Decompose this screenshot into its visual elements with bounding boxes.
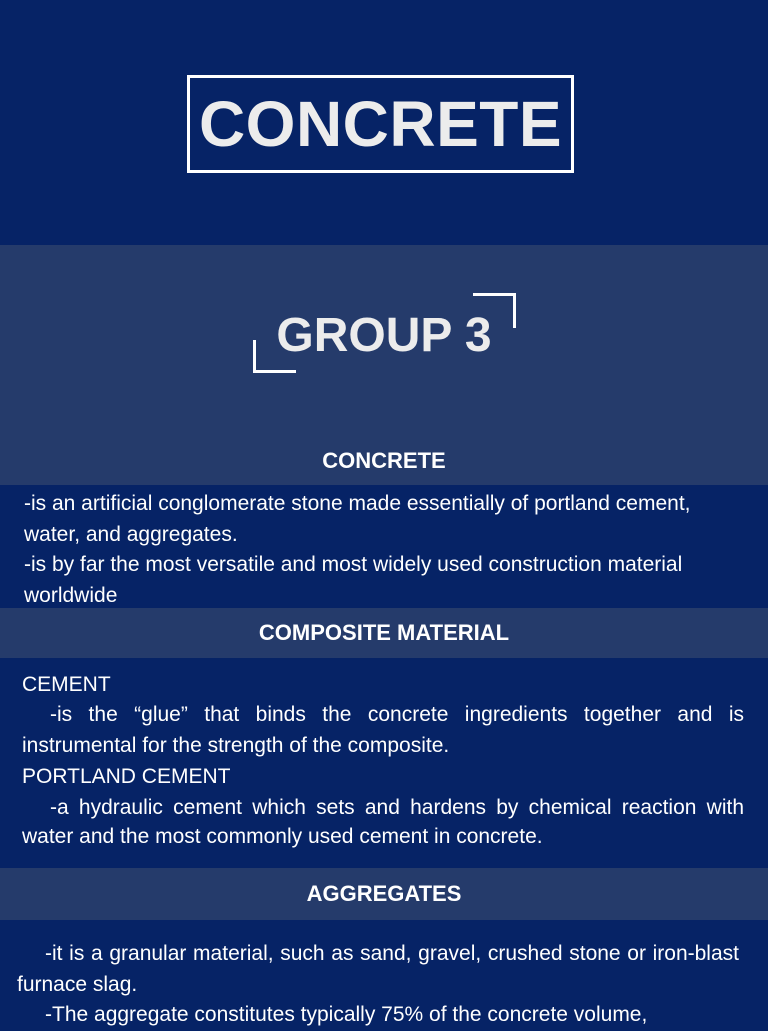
section-heading-aggregates: AGGREGATES [306,881,462,906]
portland-cement-body-text: -a hydraulic cement which sets and hardens by chemical reaction with water and the most commonly used cement in concrete. [22,796,744,848]
concrete-line-2: -is by far the most versatile and most widely used construction material worldwide [24,553,683,607]
cement-label: CEMENT [22,673,111,696]
title-box [187,75,574,173]
concrete-line-1: -is an artificial conglomerate stone made essentially of portland cement, water, and aggregates. [24,492,691,546]
page-title: CONCRETE [198,88,563,160]
aggregates-line-2-text: -The aggregate constitutes typically 75% of the concrete volume, [45,1003,648,1026]
section-heading-composite: COMPOSITE MATERIAL [258,620,510,645]
cement-body-text: -is the “glue” that binds the concrete ingredients together and is instrumental for the strength of the composite. [22,703,744,757]
aggregates-body [17,939,739,1031]
aggregates-line-1 [17,939,739,1000]
section-heading-concrete: CONCRETE [322,448,446,473]
concrete-definition [24,489,744,611]
portland-cement-body [22,793,744,851]
aggregates-line-1-text: -it is a granular material, such as sand, gravel, crushed stone or iron-blast furnace slag. [17,942,739,996]
portland-cement-label: PORTLAND CEMENT [22,765,231,788]
cement-body [22,700,744,761]
group-title: GROUP 3 [276,309,492,362]
aggregates-line-2 [17,1000,739,1031]
